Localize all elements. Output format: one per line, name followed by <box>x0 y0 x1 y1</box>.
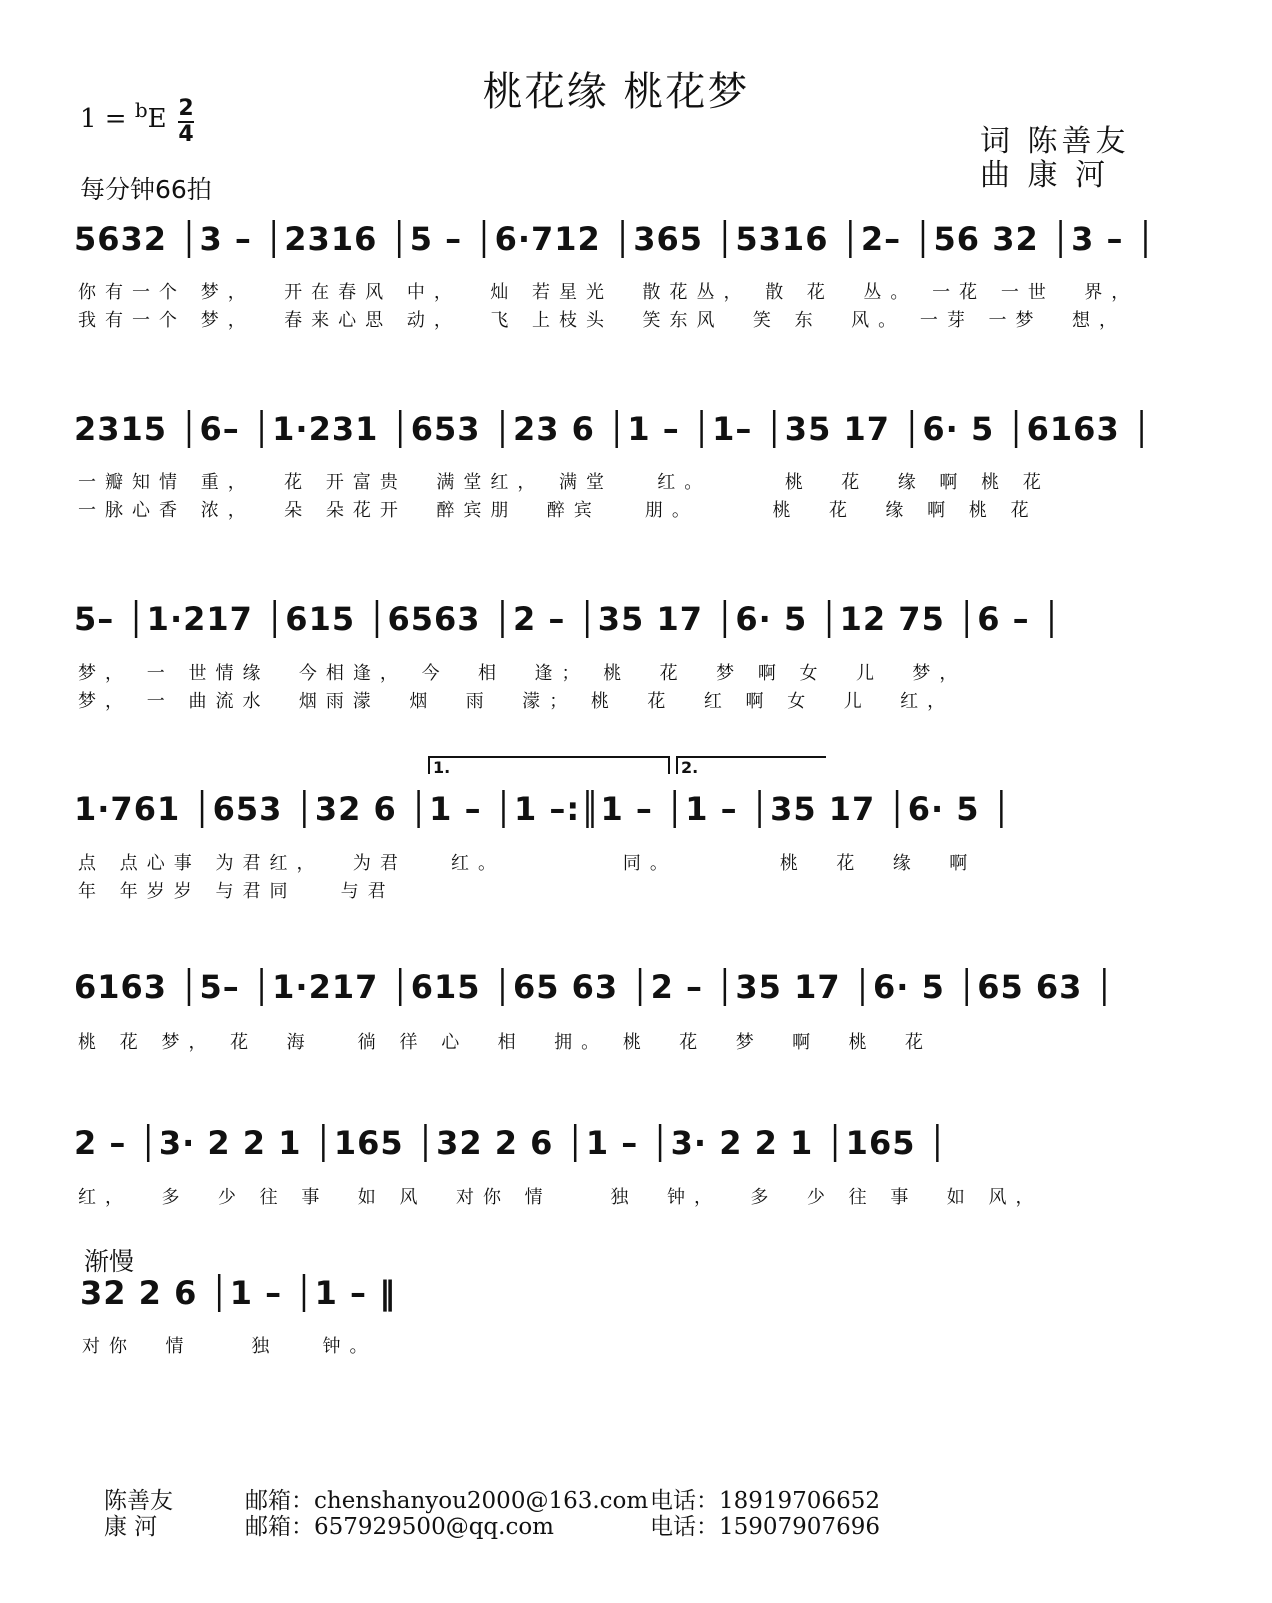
key-note: E <box>147 104 167 134</box>
time-signature <box>178 98 194 146</box>
contact-phone-2: 电话：15907907696 <box>650 1514 880 1540</box>
composer-credit: 曲 康 河 <box>980 158 1110 193</box>
score-line-4-lyric-verse-2: 年 年岁岁 与君同 与君 <box>78 881 395 902</box>
second-ending-bracket <box>676 756 826 777</box>
score-line-5-lyric: 桃 花 梦， 花 海 徜 徉 心 相 拥。 桃 花 梦 啊 桃 花 <box>78 1032 933 1053</box>
score-line-1-notes: 5632 │3 – │2316 │5 – │6·712 │365 │5316 │2– │56 32 │3 – │ <box>74 220 1156 258</box>
key-prefix: 1 = <box>80 104 135 134</box>
score-line-2-lyric-verse-1: 一瓣知情 重， 花 开富贵 满堂红， 满堂 红。 桃 花 缘 啊 桃 花 <box>78 472 1050 493</box>
score-line-3-notes: 5– │1·217 │615 │6563 │2 – │35 17 │6· 5 │12 75 │6 – │ <box>74 600 1063 638</box>
lyricist-credit: 词 陈善友 <box>980 124 1130 159</box>
flat-sign: b <box>134 98 148 122</box>
score-final-notes: 32 2 6 │1 – │1 – ‖ <box>80 1274 397 1312</box>
tempo-marking: 每分钟66拍 <box>80 175 212 204</box>
contact-email-1: 邮箱：chenshanyou2000@163.com <box>245 1488 649 1514</box>
first-ending-label: 1. <box>433 758 451 777</box>
score-line-1-lyric-verse-2: 我有一个 梦， 春来心思 动， 飞 上枝头 笑东风 笑 东 风。 一芽 一梦 想， <box>78 310 1126 331</box>
key-signature <box>80 98 167 134</box>
score-line-1-lyric-verse-1: 你有一个 梦， 开在春风 中， 灿 若星光 散花丛， 散 花 丛。 一花 一世 界， <box>78 282 1139 303</box>
score-line-3-lyric-verse-2: 梦， 一 曲流水 烟雨濛 烟 雨 濛； 桃 花 红 啊 女 儿 红， <box>78 691 955 712</box>
score-line-3-lyric-verse-1: 梦， 一 世情缘 今相逢， 今 相 逢； 桃 花 梦 啊 女 儿 梦， <box>78 663 967 684</box>
contact-email-2: 邮箱：657929500@qq.com <box>245 1514 554 1540</box>
score-line-6-notes: 2 – │3· 2 2 1 │165 │32 2 6 │1 – │3· 2 2 1 │165 │ <box>74 1124 948 1162</box>
time-numerator: 2 <box>178 96 194 121</box>
contact-phone-1: 电话：18919706652 <box>650 1488 880 1514</box>
ritardando-marking: 渐慢 <box>84 1247 135 1276</box>
score-line-2-notes: 2315 │6– │1·231 │653 │23 6 │1 – │1– │35 17 │6· 5 │6163 │ <box>74 410 1153 448</box>
score-line-4-lyric-verse-1: 点 点心事 为君红， 为君 红。 同。 桃 花 缘 啊 <box>78 853 977 874</box>
contact-name-2: 康 河 <box>104 1514 158 1540</box>
score-line-6-lyric: 红， 多 少 往 事 如 风 对你 情 独 钟， 多 少 往 事 如 风， <box>78 1187 1043 1208</box>
score-line-4-notes: 1·761 │653 │32 6 │1 – │1 –:║1 – │1 – │35 17 │6· 5 │ <box>74 790 1012 828</box>
contact-name-1: 陈善友 <box>104 1488 173 1514</box>
first-ending-bracket <box>428 756 670 777</box>
score-line-2-lyric-verse-2: 一脉心香 浓， 朵 朵花开 醉宾朋 醉宾 朋。 桃 花 缘 啊 桃 花 <box>78 500 1038 521</box>
second-ending-label: 2. <box>681 758 699 777</box>
song-title: 桃花缘 桃花梦 <box>482 69 750 115</box>
score-final-lyric: 对你 情 独 钟。 <box>82 1336 377 1357</box>
score-line-5-notes: 6163 │5– │1·217 │615 │65 63 │2 – │35 17 │6· 5 │65 63 │ <box>74 968 1115 1006</box>
time-denominator: 4 <box>178 122 194 147</box>
